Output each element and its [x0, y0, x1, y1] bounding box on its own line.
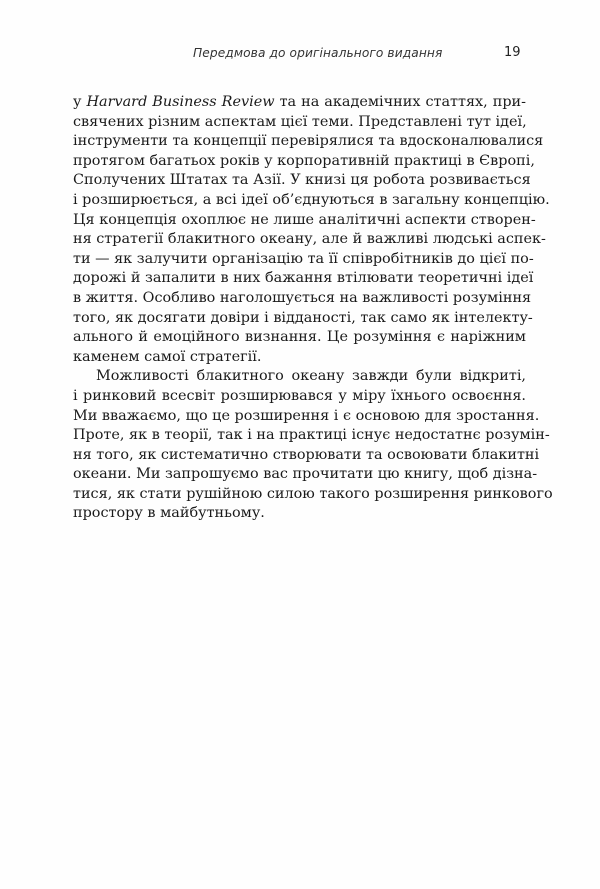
- running-head-title: Передмова до оригінального видання: [193, 46, 443, 60]
- text-line: і розширюється, а всі ідеї об’єднуються в загальну концепцію.: [73, 191, 550, 208]
- text-line: того, як досягати довіри і відданості, так само як інтелекту-: [73, 309, 533, 326]
- text-line: ня стратегії блакитного океану, але й важливі людські аспек-: [73, 231, 546, 248]
- journal-title: Harvard Business Review: [86, 94, 275, 110]
- text-line: свячених різним аспектам цієї теми. Представлені тут ідеї,: [73, 113, 527, 130]
- text-line: протягом багатьох років у корпоративній практиці в Європі,: [73, 152, 535, 169]
- text-line: Проте, як в теорії, так і на практиці існує недостатнє розумін-: [73, 427, 550, 444]
- text-line: ти — як залучити організацію та її співробітників до цієї по-: [73, 250, 534, 267]
- text-line: ального й емоційного визнання. Це розуміння є наріжним: [73, 329, 526, 346]
- text-line: Ми вважаємо, що це розширення і є основою для зростання.: [73, 407, 540, 424]
- text-fragment: та на академічних статтях, при-: [274, 94, 526, 110]
- body-text: [73, 93, 553, 524]
- text-line: Можливості блакитного океану завжди були відкриті,: [96, 368, 526, 385]
- page-number: 19: [504, 45, 521, 60]
- text-line: океани. Ми запрошуємо вас прочитати цю книгу, щоб дізна-: [73, 466, 538, 483]
- text-fragment: у: [73, 94, 87, 110]
- text-line: ня того, як систематично створювати та освоювати блакитні: [73, 446, 540, 463]
- text-line: дорожі й запалити в них бажання втілювати теоретичні ідеї: [73, 270, 534, 287]
- text-line: інструменти та концепції перевірялися та вдосконалювалися: [73, 133, 544, 150]
- text-line: в життя. Особливо наголошується на важливості розуміння: [73, 289, 532, 306]
- text-line: простору в майбутньому.: [73, 505, 265, 522]
- text-line: і ринковий всесвіт розширювався у міру їхнього освоєння.: [73, 387, 526, 404]
- text-line: Сполучених Штатах та Азії. У книзі ця робота розвивається: [73, 172, 531, 189]
- text-line: тися, як стати рушійною силою такого розширення ринкового: [73, 485, 553, 502]
- paragraph-2: [73, 367, 553, 524]
- text-line: Ця концепція охоплює не лише аналітичні аспекти створен-: [73, 211, 536, 228]
- paragraph-1: [73, 93, 550, 367]
- text-line: [73, 93, 526, 113]
- text-line: каменем самої стратегії.: [73, 348, 262, 365]
